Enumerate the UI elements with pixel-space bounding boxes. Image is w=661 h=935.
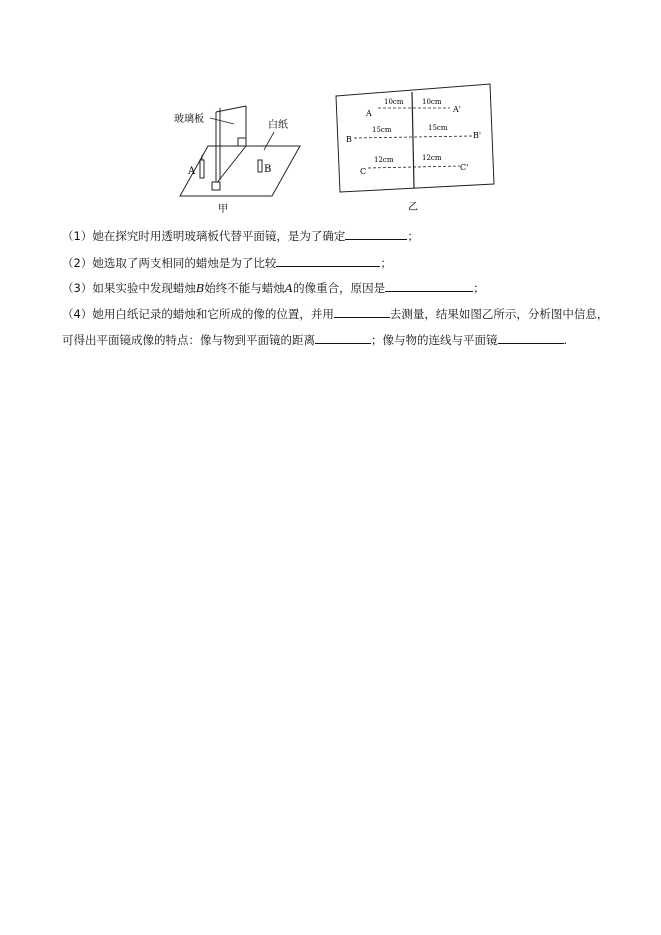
question-3-pre: （3）如果实验中发现蜡烛 [62,281,196,295]
question-4-line2-pre: 可得出平面镜成像的特点：像与物到平面镜的距离 [62,333,315,347]
question-2-text: （2）她选取了两支相同的蜡烛是为了比较 [62,256,277,270]
row-c-left: C [360,167,367,176]
question-2 [62,255,392,271]
question-1 [62,228,419,244]
row-c-right: C' [460,163,469,172]
glass-label-pointer [210,118,234,124]
question-3-var-a: A [284,281,294,295]
question-2-end: ； [380,256,392,270]
row-c-dist-right: 12cm [422,154,442,162]
answer-blank-4a[interactable] [334,306,390,318]
paper-label-pointer [264,132,274,150]
row-b-dist-left: 15cm [372,126,392,134]
question-1-end: ； [407,229,419,243]
row-c-dist-left: 12cm [374,156,394,164]
candle-a [200,160,204,178]
row-b-dist-right: 15cm [428,124,448,132]
label-a: A [188,166,196,177]
answer-blank-2[interactable] [276,255,380,267]
row-b-left: B [346,135,352,144]
question-3-post: 的像重合，原因是 [293,281,386,295]
mirror-line [412,92,414,188]
answer-blank-3[interactable] [385,280,473,292]
caption-jia: 甲 [218,204,228,215]
candle-b [258,160,262,172]
question-3-mid: 始终不能与蜡烛 [204,281,285,295]
question-3 [62,280,485,296]
row-a-dist-right: 10cm [422,98,442,106]
label-glass: 玻璃板 [174,114,204,125]
question-3-var-b: B [195,281,205,295]
question-3-end: ； [473,281,485,295]
experiment-figures [160,76,500,221]
answer-blank-4c[interactable] [498,332,564,344]
question-4-line-2 [62,332,567,348]
figure-yi [336,84,494,213]
question-4-line-1 [62,306,608,322]
question-4-line2-mid: ；像与物的连线与平面镜 [371,333,498,347]
figure-jia [174,106,300,215]
clip-block-top [238,138,246,146]
question-1-text: （1）她在探究时用透明玻璃板代替平面镜，是为了确定 [62,229,346,243]
figures-svg [160,76,500,221]
caption-yi: 乙 [408,202,418,213]
row-b-right: B' [473,131,482,140]
label-b: B [264,164,272,175]
answer-blank-4b[interactable] [315,332,371,344]
clip-block-bottom [212,182,220,190]
question-4-line2-end: . [563,333,568,347]
question-4-line1-post: 去测量，结果如图乙所示，分析图中信息， [389,307,609,321]
row-a-left: A [366,109,372,118]
row-a-right: A' [453,105,461,114]
question-4-line1-pre: （4）她用白纸记录的蜡烛和它所成的像的位置，并用 [62,307,334,321]
answer-blank-1[interactable] [345,228,407,240]
label-paper: 白纸 [268,120,288,131]
row-a-dist-left: 10cm [384,98,404,106]
